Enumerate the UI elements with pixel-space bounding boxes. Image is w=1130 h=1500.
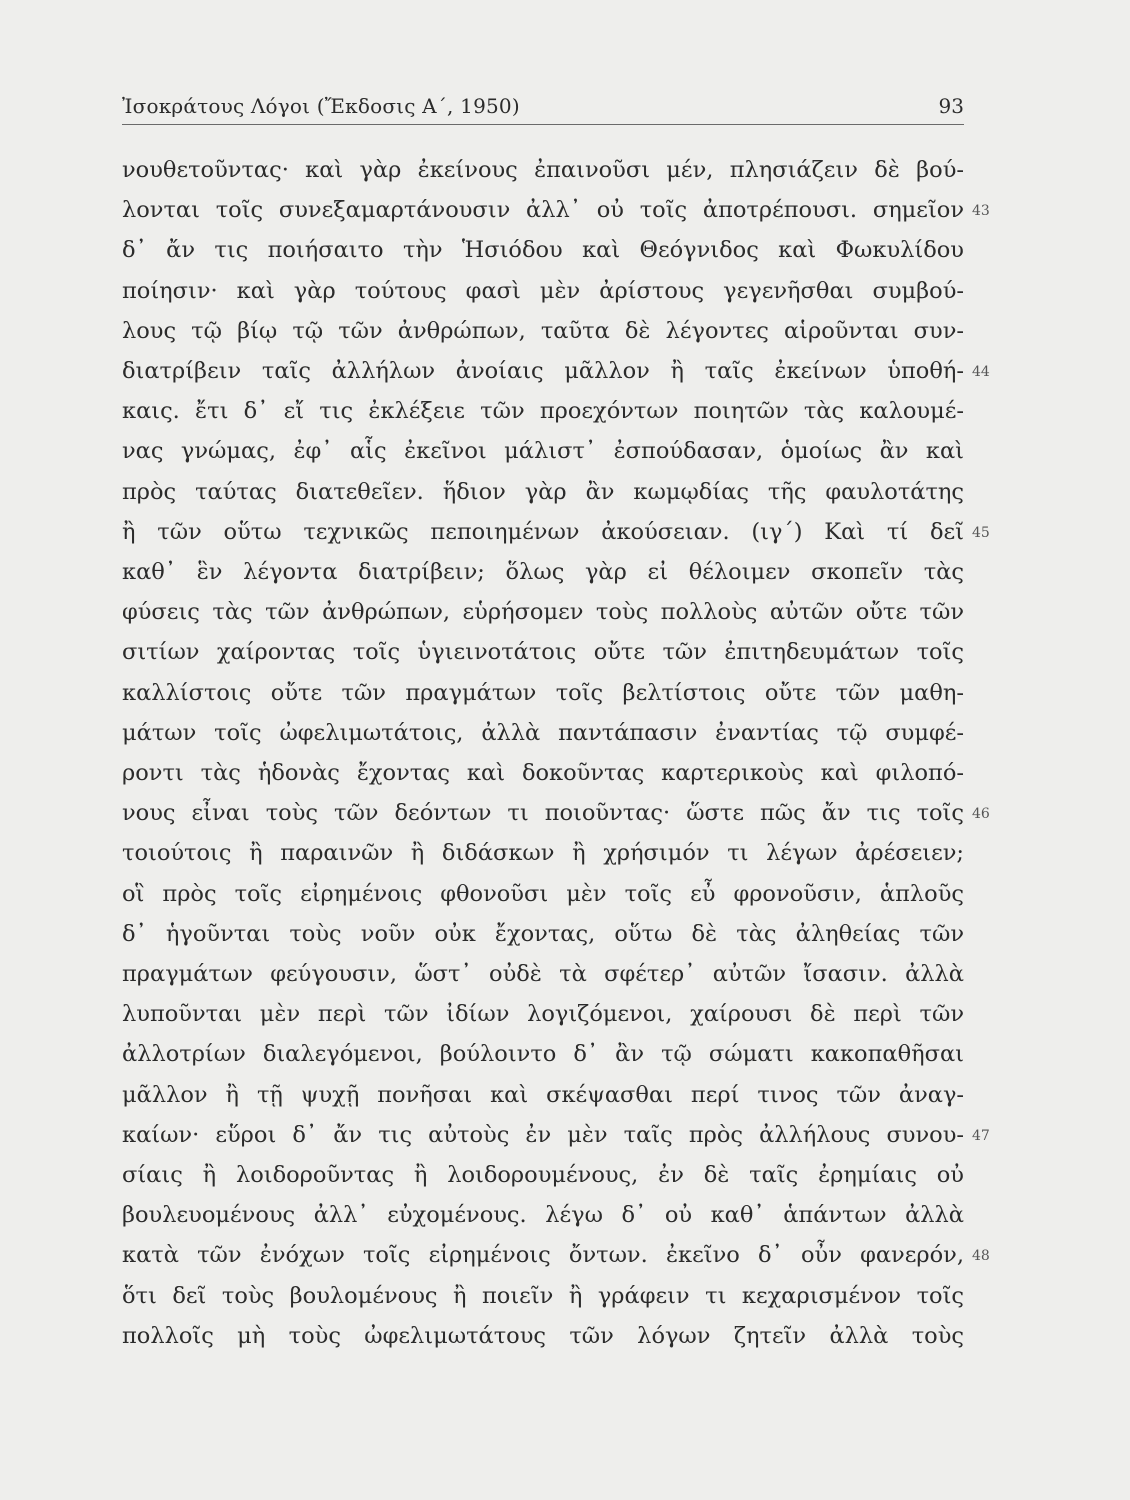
section-number: 44 bbox=[972, 364, 990, 380]
running-header bbox=[122, 88, 964, 125]
text-line: πραγμάτων φεύγουσιν, ὥστ᾽ οὐδὲ τὰ σφέτερ᾽ αὐτῶν ἴσασιν. ἀλλὰ bbox=[122, 961, 964, 987]
text-line: ποίησιν· καὶ γὰρ τούτους φασὶ μὲν ἀρίστους γεγενῆσθαι συμβού- bbox=[122, 277, 964, 304]
section-number: 43 bbox=[972, 203, 990, 220]
text-line: ἀλλοτρίων διαλεγόμενοι, βούλοιντο δ᾽ ἂν τῷ σώματι κακοπαθῆσαι bbox=[122, 1041, 964, 1068]
text-line: κατὰ τῶν ἐνόχων τοῖς εἰρημένοις ὄντων. ἐκεῖνο δ᾽ οὖν φανερόν, bbox=[122, 1242, 964, 1269]
text-line: διατρίβειν ταῖς ἀλλήλων ἀνοίαις μᾶλλον ἢ ταῖς ἐκείνων ὑποθή- bbox=[122, 358, 964, 384]
section-number: 48 bbox=[972, 1248, 990, 1265]
text-line: λυποῦνται μὲν περὶ τῶν ἰδίων λογιζόμενοι, χαίρουσι δὲ περὶ τῶν bbox=[122, 1001, 964, 1028]
text-line: καίων· εὕροι δ᾽ ἄν τις αὐτοὺς ἐν μὲν ταῖς πρὸς ἀλλήλους συνου- bbox=[122, 1121, 964, 1148]
text-line: ὅτι δεῖ τοὺς βουλομένους ἢ ποιεῖν ἢ γράφειν τι κεχαρισμένον τοῖς bbox=[122, 1282, 964, 1309]
text-line: λονται τοῖς συνεξαμαρτάνουσιν ἀλλ᾽ οὐ τοῖς ἀποτρέπουσι. σημεῖον bbox=[122, 197, 964, 224]
text-line: νους εἶναι τοὺς τῶν δεόντων τι ποιοῦντας· ὥστε πῶς ἄν τις τοῖς bbox=[122, 800, 964, 827]
text-line: λους τῷ βίῳ τῷ τῶν ἀνθρώπων, ταῦτα δὲ λέγοντες αἱροῦνται συν- bbox=[122, 317, 964, 344]
text-line: βουλευομένους ἀλλ᾽ εὐχομένους. λέγω δ᾽ οὐ καθ᾽ ἁπάντων ἀλλὰ bbox=[122, 1202, 964, 1229]
text-line: καθ᾽ ἓν λέγοντα διατρίβειν; ὅλως γὰρ εἰ θέλοιμεν σκοπεῖν τὰς bbox=[122, 559, 964, 585]
text-line: τοιούτοις ἢ παραινῶν ἢ διδάσκων ἢ χρήσιμόν τι λέγων ἀρέσειεν; bbox=[122, 840, 964, 867]
text-line: οἳ πρὸς τοῖς εἰρημένοις φθονοῦσι μὲν τοῖς εὖ φρονοῦσιν, ἁπλοῦς bbox=[122, 880, 964, 907]
text-line: δ᾽ ἄν τις ποιήσαιτο τὴν Ἡσιόδου καὶ Θεόγνιδος καὶ Φωκυλίδου bbox=[122, 237, 964, 264]
text-line: μάτων τοῖς ὠφελιμωτάτοις, ἀλλὰ παντάπασιν ἐναντίας τῷ συμφέ- bbox=[122, 719, 964, 746]
text-line: νουθετοῦντας· καὶ γὰρ ἐκείνους ἐπαινοῦσι μέν, πλησιάζειν δὲ βού- bbox=[122, 157, 964, 183]
section-number: 46 bbox=[972, 806, 990, 823]
text-line: μᾶλλον ἢ τῇ ψυχῇ πονῆσαι καὶ σκέψασθαι περί τινος τῶν ἀναγ- bbox=[122, 1081, 964, 1108]
text-line: ἢ τῶν οὕτω τεχνικῶς πεποιημένων ἀκούσειαν. (ιγ΄) Καὶ τί δεῖ bbox=[122, 518, 964, 545]
text-line: καις. ἔτι δ᾽ εἴ τις ἐκλέξειε τῶν προεχόντων ποιητῶν τὰς καλουμέ- bbox=[122, 398, 964, 425]
header-title: Ἰσοκράτους Λόγοι (Ἔκδοσις Α΄, 1950) bbox=[122, 94, 520, 118]
section-number: 45 bbox=[972, 524, 990, 541]
text-line: πολλοῖς μὴ τοὺς ὠφελιμωτάτους τῶν λόγων ζητεῖν ἀλλὰ τοὺς bbox=[122, 1322, 964, 1349]
text-line: ροντι τὰς ἡδονὰς ἔχοντας καὶ δοκοῦντας καρτερικοὺς καὶ φιλοπό- bbox=[122, 760, 964, 786]
text-line: σιτίων χαίροντας τοῖς ὑγιεινοτάτοις οὔτε τῶν ἐπιτηδευμάτων τοῖς bbox=[122, 639, 964, 666]
text-line: νας γνώμας, ἐφ᾽ αἷς ἐκεῖνοι μάλιστ᾽ ἐσπούδασαν, ὁμοίως ἂν καὶ bbox=[122, 438, 964, 465]
text-line: δ᾽ ἡγοῦνται τοὺς νοῦν οὐκ ἔχοντας, οὕτω δὲ τὰς ἀληθείας τῶν bbox=[122, 920, 964, 947]
text-line: πρὸς ταύτας διατεθεῖεν. ἥδιον γὰρ ἂν κωμῳδίας τῆς φαυλοτάτης bbox=[122, 478, 964, 505]
page-number: 93 bbox=[938, 94, 964, 118]
text-line: σίαις ἢ λοιδοροῦντας ἢ λοιδορουμένους, ἐν δὲ ταῖς ἐρημίαις οὐ bbox=[122, 1162, 964, 1188]
text-line: καλλίστοις οὔτε τῶν πραγμάτων τοῖς βελτίστοις οὔτε τῶν μαθη- bbox=[122, 679, 964, 706]
section-number: 47 bbox=[972, 1127, 990, 1144]
text-line: φύσεις τὰς τῶν ἀνθρώπων, εὑρήσομεν τοὺς πολλοὺς αὐτῶν οὔτε τῶν bbox=[122, 599, 964, 626]
